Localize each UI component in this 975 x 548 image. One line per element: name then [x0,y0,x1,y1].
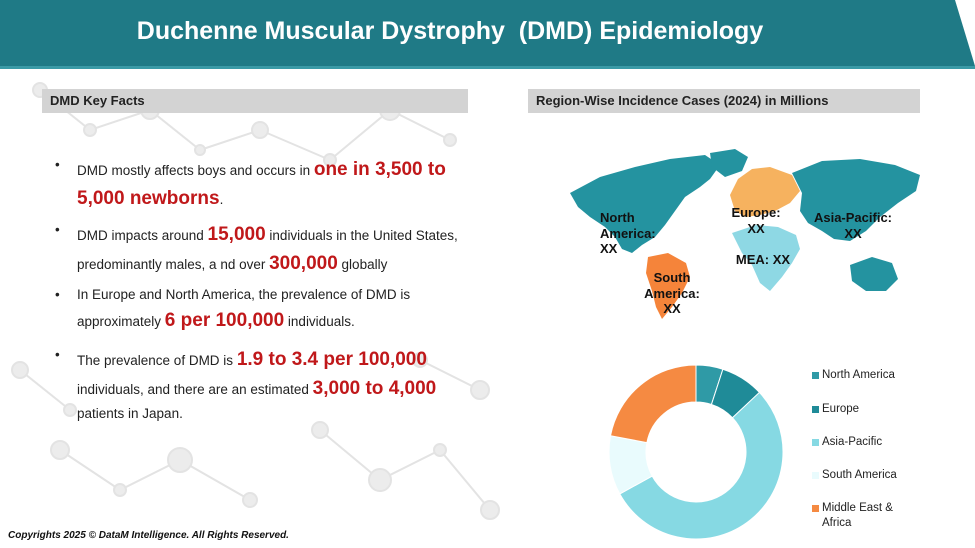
map-label-text: South America: XX [644,270,700,317]
legend-label: North America [822,369,895,381]
fact-text-part: The prevalence of DMD is [77,353,237,368]
fact-highlight: 1.9 to 3.4 per 100,000 [236,349,427,370]
fact-text-part: individuals in the United States, predominantly males, a nd over [77,228,458,273]
page-title: Duchenne Muscular Dystrophy (DMD) Epidemiology [136,17,764,45]
legend-label: Asia-Pacific [822,436,883,448]
legend-item [812,368,922,383]
legend-label: Middle East & Africa [822,502,893,529]
fact-text [77,224,458,275]
fact-item [55,155,477,214]
map-label-text: Europe: XX [731,205,781,236]
legend-swatch [812,406,819,413]
fact-highlight: 15,000 [207,224,266,245]
donut-slice-middle-east-africa [611,365,696,443]
map-label-north-america [600,210,660,257]
legend-item [812,435,922,450]
fact-highlight: 6 per 100,000 [164,309,285,331]
region-donut-chart [606,362,786,542]
map-label-mea [730,252,796,268]
fact-highlight: 3,000 to 4,000 [312,378,437,400]
fact-item [55,285,477,335]
bullet: • [55,347,60,362]
title-corner-decoration [955,0,975,66]
fact-text-part: DMD mostly affects boys and occurs in [77,163,314,178]
bullet: • [55,287,60,302]
legend-swatch [812,505,819,512]
fact-highlight: 300,000 [269,253,338,275]
fact-item [55,220,477,279]
region-incidence-header: Region-Wise Incidence Cases (2024) in Millions [528,89,920,113]
fact-text [77,349,437,421]
bullet: • [55,157,60,172]
fact-text-part: globally [337,257,388,273]
key-facts-header: DMD Key Facts [42,89,468,113]
legend-item [812,402,922,417]
copyright-footer: Copyrights 2025 © DataM Intelligence. All Rights Reserved. [8,530,289,541]
fact-text-part: . [219,192,224,208]
legend-item [812,501,922,531]
legend-swatch [812,439,819,446]
legend-swatch [812,472,819,479]
fact-highlight: one in 3,500 to 5,000 newborns [77,159,446,210]
legend-swatch [812,372,819,379]
fact-text-part: patients in Japan. [77,405,183,421]
legend-label: Europe [822,403,860,415]
map-australia [850,257,898,291]
legend-label: South America [822,469,897,481]
legend-item [812,468,922,483]
map-label-asia-pacific [812,210,894,241]
bullet: • [55,222,60,237]
map-label-text: Asia-Pacific: XX [813,210,893,241]
map-label-text: MEA: XX [735,252,791,267]
map-label-south-america [638,270,706,317]
fact-text-part: In Europe and North America, the prevalence of DMD is approximately [77,287,411,329]
map-label-text: North America: XX [600,210,656,257]
fact-item [55,345,477,425]
fact-text-part: DMD impacts around [77,228,208,243]
fact-text-part: individuals, and there are an estimated [77,382,313,398]
fact-text [77,287,410,329]
fact-text-part: individuals. [284,313,355,329]
title-bar [0,0,975,69]
map-greenland [710,149,748,177]
fact-text [77,159,446,210]
map-label-europe [725,205,787,236]
